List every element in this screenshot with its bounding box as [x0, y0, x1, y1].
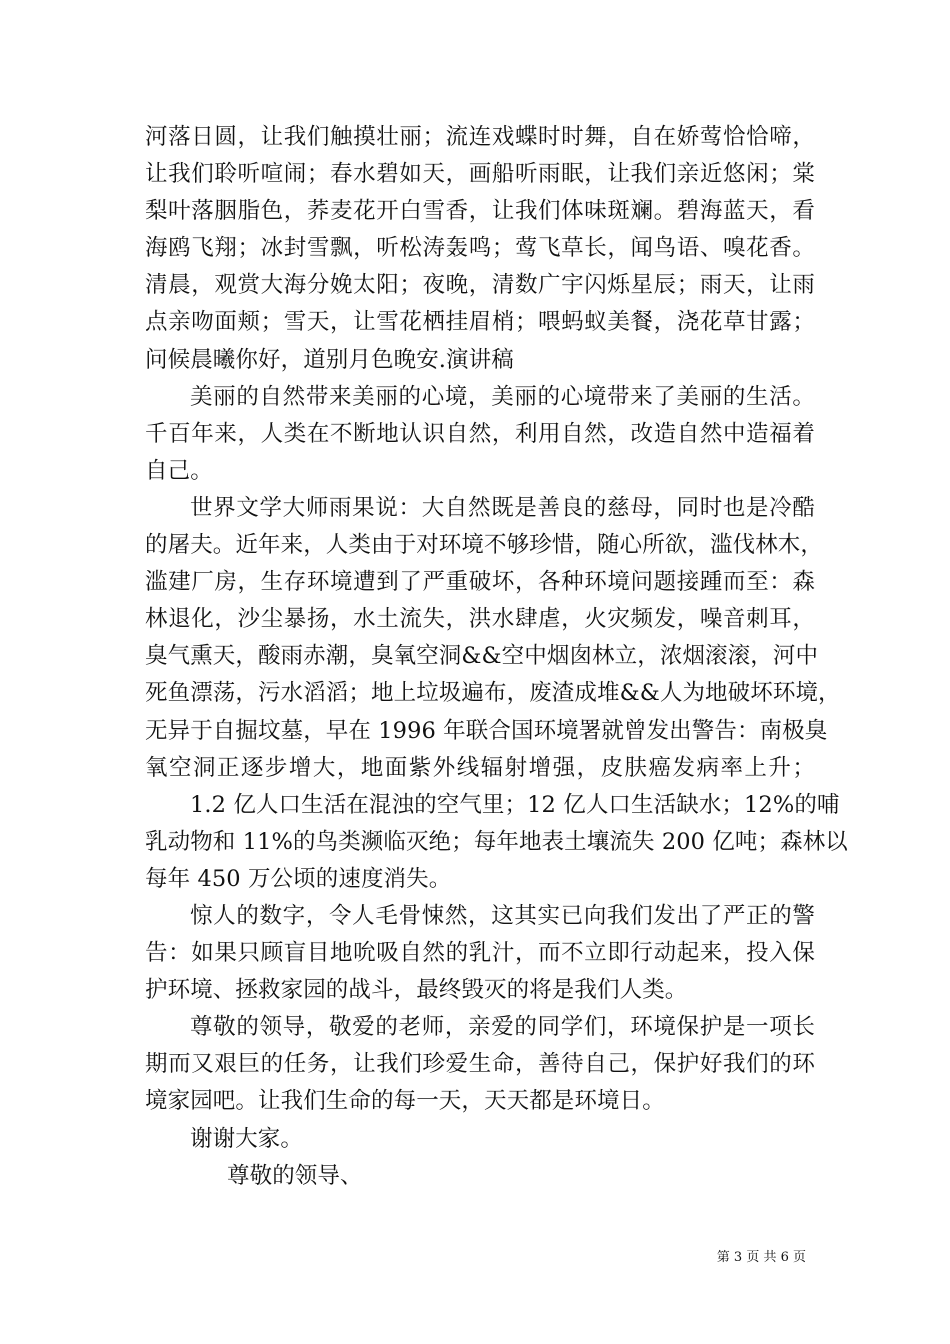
text-line: 滥建厂房，生存环境遭到了严重破坏，各种环境问题接踵而至：森: [145, 569, 815, 596]
text-line: 境家园吧。让我们生命的每一天，天天都是环境日。: [145, 1088, 665, 1115]
text-line: 无异于自掘坟墓，早在 1996 年联合国环境署就曾发出警告：南极臭: [145, 717, 828, 744]
paragraph-first-line: 世界文学大师雨果说：大自然既是善良的慈母，同时也是冷酷: [190, 494, 815, 521]
text-line: 千百年来，人类在不断地认识自然，利用自然，改造自然中造福着: [145, 420, 815, 447]
text-line: 臭气熏天，酸雨赤潮，臭氧空洞&&空中烟囱林立，浓烟滚滚，河中: [145, 643, 819, 670]
text-line: 护环境、拯救家园的战斗，最终毁灭的将是我们人类。: [145, 977, 688, 1004]
paragraph-first-line: 谢谢大家。: [190, 1125, 304, 1152]
text-line: 死鱼漂荡，污水滔滔；地上垃圾遍布，废渣成堆&&人为地破坏环境，: [145, 680, 841, 707]
text-line: 每年 450 万公顷的速度消失。: [145, 865, 452, 892]
text-line: 点亲吻面颊；雪天，让雪花栖挂眉梢；喂蚂蚁美餐，浇花草甘露；: [145, 309, 815, 336]
text-line: 清晨，观赏大海分娩太阳；夜晚，清数广宇闪烁星辰；雨天，让雨: [145, 272, 815, 299]
paragraph-first-line: 美丽的自然带来美丽的心境，美丽的心境带来了美丽的生活。: [190, 383, 815, 410]
text-line: 的屠夫。近年来，人类由于对环境不够珍惜，随心所欲，滥伐林木，: [145, 532, 824, 559]
paragraph-first-line: 尊敬的领导，敬爱的老师，亲爱的同学们，环境保护是一项长: [190, 1014, 815, 1041]
paragraph-first-line: 1.2 亿人口生活在混浊的空气里；12 亿人口生活缺水；12%的哺: [190, 791, 840, 818]
text-line: 期而又艰巨的任务，让我们珍爱生命，善待自己，保护好我们的环: [145, 1051, 815, 1078]
text-line: 问候晨曦你好，道别月色晚安.演讲稿: [145, 346, 514, 373]
text-line: 林退化，沙尘暴扬，水土流失，洪水肆虐，火灾频发，噪音刺耳，: [145, 606, 815, 633]
page-number-footer: 第 3 页 共 6 页: [716, 1250, 806, 1265]
document-body: [145, 119, 848, 1195]
text-line: 让我们聆听喧闹；春水碧如天，画船听雨眠，让我们亲近悠闲；棠: [145, 161, 815, 188]
text-line: 梨叶落胭脂色，荞麦花开白雪香，让我们体味斑斓。碧海蓝天，看: [145, 198, 815, 225]
text-line: 氧空洞正逐步增大，地面紫外线辐射增强，皮肤癌发病率上升；: [145, 754, 815, 781]
text-line: 自己。: [145, 457, 213, 484]
text-line: 海鸥飞翔；冰封雪飘，听松涛轰鸣；莺飞草长，闻鸟语、嗅花香。: [145, 235, 815, 262]
text-line: 乳动物和 11%的鸟类濒临灭绝；每年地表土壤流失 200 亿吨；森林以: [145, 828, 848, 855]
text-line: 河落日圆，让我们触摸壮丽；流连戏蝶时时舞，自在娇莺恰恰啼，: [145, 124, 815, 150]
paragraph-first-line: 惊人的数字，令人毛骨悚然，这其实已向我们发出了严正的警: [190, 902, 815, 929]
paragraph-first-line: 尊敬的领导、: [227, 1162, 363, 1189]
text-line: 告：如果只顾盲目地吮吸自然的乳汁，而不立即行动起来，投入保: [145, 940, 815, 967]
